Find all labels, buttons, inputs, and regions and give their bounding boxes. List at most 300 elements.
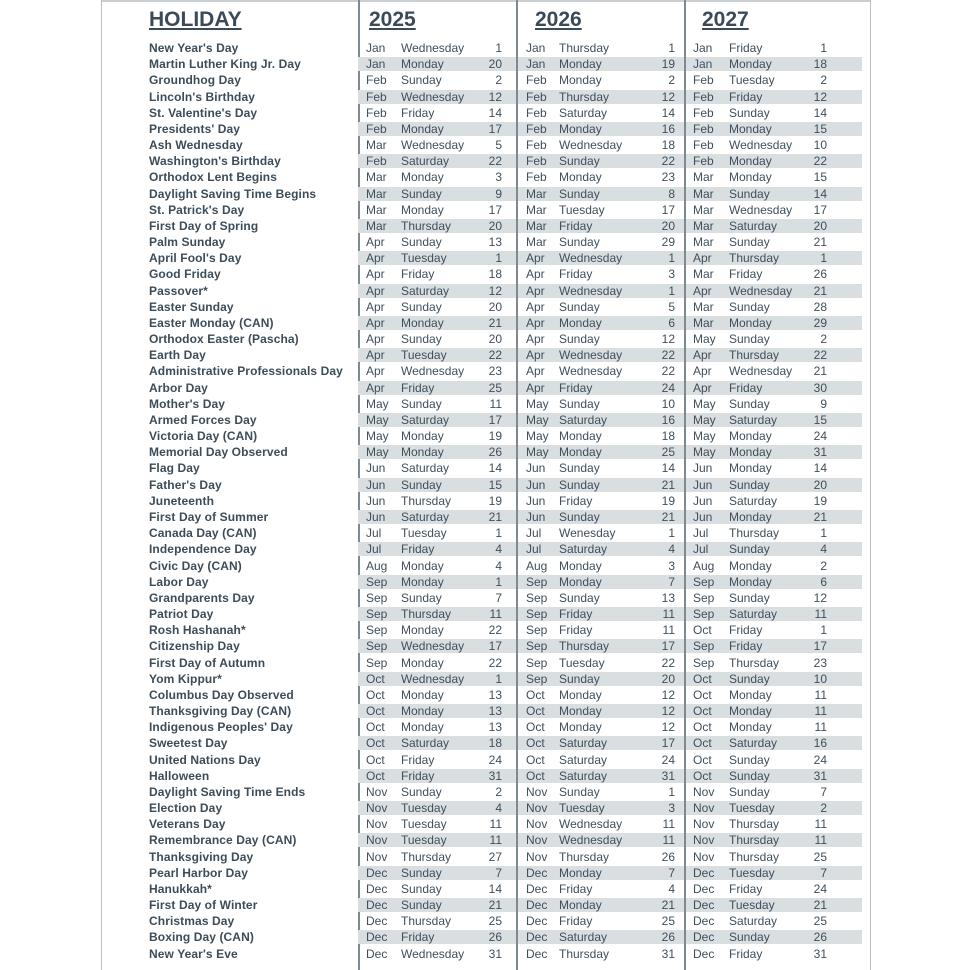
weekday-2026: Saturday [559,768,608,783]
holiday-name: Veterans Day [149,817,226,832]
holiday-name: Presidents' Day [149,121,241,136]
weekday-2027: Friday [729,380,763,395]
day-number-2027: 2 [820,801,827,816]
month-2026: Sep [526,574,548,589]
month-2026: Apr [526,283,545,298]
holiday-name: Arbor Day [149,380,208,395]
day-number-2026: 7 [668,865,675,880]
day-number-2025: 21 [488,315,502,330]
weekday-2027: Friday [729,946,763,961]
holiday-name: Hanukkah* [149,881,212,896]
table-row [102,315,870,331]
month-2026: Sep [526,590,548,605]
day-number-2027: 2 [820,73,827,88]
month-2027: Nov [693,817,715,832]
weekday-2026: Sunday [559,332,600,347]
weekday-2027: Monday [729,154,772,169]
day-number-2025: 9 [495,186,502,201]
holiday-name: Halloween [149,768,210,783]
day-number-2027: 11 [814,704,827,719]
weekday-2027: Sunday [729,671,770,686]
holiday-name: Administrative Professionals Day [149,364,343,379]
month-2027: Sep [693,590,715,605]
day-number-2025: 19 [488,429,502,444]
weekday-2027: Friday [729,41,763,55]
day-number-2027: 11 [814,817,827,832]
day-number-2026: 11 [662,607,675,622]
day-number-2027: 9 [820,396,827,411]
weekday-2025: Sunday [401,590,442,605]
weekday-2027: Monday [729,315,772,330]
month-2027: Oct [693,687,712,702]
month-2026: Sep [526,623,548,638]
weekday-2027: Thursday [729,833,780,848]
day-number-2026: 22 [661,364,675,379]
holiday-name: Sweetest Day [149,736,228,751]
month-2027: Feb [693,121,714,136]
day-number-2027: 21 [813,509,827,524]
holiday-table [102,40,870,962]
weekday-2025: Wednesday [401,138,465,153]
month-2027: Mar [693,315,714,330]
holiday-name: Memorial Day Observed [149,445,288,460]
weekday-2026: Saturday [559,105,608,120]
weekday-2026: Monday [559,558,602,573]
day-number-2026: 16 [661,121,675,136]
holiday-name: Armed Forces Day [149,412,257,427]
weekday-2025: Friday [401,542,435,557]
day-number-2025: 17 [488,121,502,136]
holiday-name: First Day of Winter [149,898,258,913]
weekday-2027: Wednesday [729,283,793,298]
table-row [102,363,870,379]
weekday-2025: Monday [401,720,444,735]
month-2026: Jan [526,57,546,72]
day-number-2025: 2 [495,784,502,799]
day-number-2025: 20 [488,57,502,72]
weekday-2025: Monday [401,445,444,460]
month-2025: Feb [366,105,387,120]
weekday-2025: Monday [401,687,444,702]
weekday-2026: Wednesday [559,364,623,379]
day-number-2027: 21 [813,898,827,913]
month-2025: Jun [366,461,386,476]
day-number-2026: 17 [661,639,675,654]
day-number-2027: 20 [813,218,827,233]
weekday-2025: Sunday [401,784,442,799]
month-2027: Oct [693,768,712,783]
day-number-2027: 1 [820,526,827,541]
day-number-2026: 3 [668,558,675,573]
weekday-2026: Thursday [559,41,610,55]
day-number-2026: 1 [668,784,675,799]
day-number-2025: 18 [488,736,502,751]
month-2025: Feb [366,73,387,88]
day-number-2025: 13 [488,720,502,735]
month-2025: Aug [366,558,388,573]
day-number-2026: 18 [661,429,675,444]
table-row [102,121,870,137]
day-number-2027: 2 [820,332,827,347]
table-row [102,493,870,509]
weekday-2027: Sunday [729,477,770,492]
month-2027: Nov [693,833,715,848]
day-number-2027: 19 [813,493,827,508]
row-shading [686,542,862,556]
table-row [102,816,870,832]
table-row [102,525,870,541]
weekday-2026: Monday [559,445,602,460]
month-2025: Nov [366,849,388,864]
table-row [102,331,870,347]
month-2026: Oct [526,687,545,702]
weekday-2025: Friday [401,752,435,767]
month-2025: Jun [366,477,386,492]
month-2027: May [693,332,716,347]
table-row [102,832,870,848]
day-number-2027: 24 [813,881,827,896]
weekday-2026: Wednesday [559,251,623,266]
weekday-2025: Monday [401,558,444,573]
month-2025: Mar [366,186,387,201]
month-2026: Oct [526,752,545,767]
month-2026: Feb [526,121,547,136]
holiday-name: Citizenship Day [149,639,240,654]
month-2027: May [693,445,716,460]
month-2027: Sep [693,655,715,670]
day-number-2027: 15 [813,121,827,136]
month-2025: Oct [366,687,385,702]
month-2027: Aug [693,558,715,573]
month-2026: Oct [526,768,545,783]
weekday-2026: Friday [559,218,593,233]
day-number-2027: 25 [813,849,827,864]
month-2025: Apr [366,251,385,266]
weekday-2026: Friday [559,607,593,622]
day-number-2027: 7 [820,865,827,880]
weekday-2027: Monday [729,509,772,524]
weekday-2026: Friday [559,493,593,508]
weekday-2027: Wednesday [729,202,793,217]
weekday-2027: Tuesday [729,865,775,880]
day-number-2026: 17 [661,736,675,751]
weekday-2026: Monday [559,315,602,330]
weekday-2026: Saturday [559,930,608,945]
table-row [102,946,870,962]
table-row [102,913,870,929]
weekday-2027: Sunday [729,299,770,314]
weekday-2026: Monday [559,57,602,72]
month-2025: Jan [366,41,386,55]
month-2027: Jun [693,493,713,508]
month-2027: Oct [693,671,712,686]
month-2027: Feb [693,89,714,104]
month-2027: Dec [693,914,715,929]
weekday-2027: Thursday [729,655,780,670]
holiday-name: Groundhog Day [149,73,241,88]
month-2026: Jul [526,542,542,557]
weekday-2026: Friday [559,623,593,638]
table-row [102,56,870,72]
day-number-2027: 10 [813,671,827,686]
month-2026: May [526,429,549,444]
month-2026: May [526,412,549,427]
month-2025: Jun [366,493,386,508]
weekday-2025: Wednesday [401,671,465,686]
table-row [102,590,870,606]
table-row [102,380,870,396]
weekday-2027: Tuesday [729,898,775,913]
month-2025: Dec [366,881,388,896]
weekday-2025: Saturday [401,412,450,427]
day-number-2026: 13 [661,590,675,605]
weekday-2027: Monday [729,429,772,444]
weekday-2027: Monday [729,57,772,72]
weekday-2027: Thursday [729,849,780,864]
holiday-name: Rosh Hashanah* [149,623,246,638]
weekday-2025: Saturday [401,736,450,751]
weekday-2025: Friday [401,267,435,282]
day-number-2027: 1 [820,251,827,266]
weekday-2026: Monday [559,704,602,719]
weekday-2025: Tuesday [401,251,447,266]
day-number-2025: 25 [488,380,502,395]
month-2027: Dec [693,946,715,961]
weekday-2026: Monday [559,429,602,444]
day-number-2026: 1 [668,41,675,55]
month-2025: Dec [366,930,388,945]
weekday-2025: Sunday [401,299,442,314]
table-row [102,800,870,816]
day-number-2026: 24 [661,380,675,395]
month-2027: Dec [693,898,715,913]
month-2027: Oct [693,736,712,751]
weekday-2025: Sunday [401,477,442,492]
table-row [102,299,870,315]
month-2025: Feb [366,89,387,104]
holiday-name: United Nations Day [149,752,261,767]
table-row [102,638,870,654]
day-number-2025: 20 [488,299,502,314]
day-number-2026: 3 [668,267,675,282]
holiday-name: Patriot Day [149,607,214,622]
month-2025: Oct [366,752,385,767]
day-number-2025: 21 [488,898,502,913]
weekday-2026: Sunday [559,461,600,476]
weekday-2027: Thursday [729,251,780,266]
day-number-2025: 11 [489,396,502,411]
weekday-2026: Friday [559,881,593,896]
weekday-2025: Tuesday [401,526,447,541]
weekday-2027: Monday [729,445,772,460]
month-2027: Feb [693,154,714,169]
weekday-2027: Monday [729,687,772,702]
weekday-2025: Sunday [401,332,442,347]
month-2026: Jan [526,41,546,55]
weekday-2026: Sunday [559,590,600,605]
day-number-2025: 13 [488,687,502,702]
weekday-2026: Sunday [559,186,600,201]
month-2025: Dec [366,865,388,880]
table-row [102,897,870,913]
weekday-2025: Sunday [401,865,442,880]
table-row [102,881,870,897]
table-row [102,752,870,768]
weekday-2027: Sunday [729,752,770,767]
table-row [102,735,870,751]
weekday-2026: Thursday [559,849,610,864]
weekday-2026: Friday [559,914,593,929]
day-number-2026: 22 [661,348,675,363]
holiday-name: Yom Kippur* [149,671,222,686]
table-row [102,768,870,784]
month-2027: May [693,429,716,444]
table-row [102,687,870,703]
month-2026: Mar [526,186,547,201]
day-number-2026: 22 [661,655,675,670]
day-number-2027: 15 [813,170,827,185]
month-2026: Apr [526,315,545,330]
day-number-2025: 1 [495,526,502,541]
month-2027: Nov [693,784,715,799]
table-row [102,283,870,299]
weekday-2026: Sunday [559,396,600,411]
month-2026: Jun [526,461,546,476]
month-2026: Apr [526,251,545,266]
month-2026: Nov [526,784,548,799]
table-row [102,40,870,56]
holiday-name: New Year's Day [149,41,239,55]
weekday-2025: Thursday [401,218,452,233]
day-number-2027: 20 [813,477,827,492]
month-2026: Dec [526,881,548,896]
day-number-2027: 22 [813,348,827,363]
month-2027: Sep [693,639,715,654]
weekday-2025: Thursday [401,914,452,929]
month-2025: May [366,412,389,427]
table-row [102,929,870,945]
weekday-2026: Saturday [559,752,608,767]
day-number-2026: 1 [668,526,675,541]
row-shading [686,478,862,492]
day-number-2026: 12 [661,332,675,347]
month-2027: Oct [693,623,712,638]
day-number-2027: 17 [813,639,827,654]
day-number-2027: 31 [813,768,827,783]
day-number-2027: 26 [813,267,827,282]
day-number-2027: 29 [813,315,827,330]
holiday-name: Election Day [149,801,223,816]
day-number-2025: 11 [489,817,502,832]
weekday-2027: Saturday [729,218,778,233]
holiday-name: Columbus Day Observed [149,687,294,702]
weekday-2027: Saturday [729,412,778,427]
holiday-name: Passover* [149,283,208,298]
day-number-2026: 21 [661,477,675,492]
weekday-2027: Wednesday [729,138,793,153]
holiday-name: First Day of Spring [149,218,259,233]
weekday-2026: Monday [559,170,602,185]
day-number-2025: 20 [488,332,502,347]
month-2026: Feb [526,170,547,185]
weekday-2025: Monday [401,170,444,185]
day-number-2027: 21 [813,235,827,250]
month-2027: Feb [693,73,714,88]
table-row [102,671,870,687]
holiday-calendar-sheet [101,0,871,970]
table-row [102,784,870,800]
day-number-2026: 26 [661,849,675,864]
month-2026: Feb [526,138,547,153]
month-2026: Feb [526,89,547,104]
month-2027: Jan [693,57,713,72]
weekday-2026: Sunday [559,477,600,492]
weekday-2027: Monday [729,461,772,476]
weekday-2025: Sunday [401,73,442,88]
weekday-2025: Sunday [401,186,442,201]
table-row [102,460,870,476]
weekday-2026: Tuesday [559,202,605,217]
month-2025: Apr [366,267,385,282]
month-2025: May [366,445,389,460]
day-number-2025: 26 [488,930,502,945]
month-2025: Feb [366,121,387,136]
day-number-2025: 1 [495,41,502,55]
day-number-2025: 4 [495,558,502,573]
day-number-2025: 26 [488,445,502,460]
month-2027: Sep [693,607,715,622]
month-2027: Dec [693,881,715,896]
day-number-2025: 4 [495,542,502,557]
holiday-name: Lincoln's Birthday [149,89,255,104]
month-2027: Mar [693,186,714,201]
weekday-2026: Monday [559,574,602,589]
table-row [102,234,870,250]
weekday-2026: Sunday [559,671,600,686]
day-number-2025: 31 [488,768,502,783]
month-2027: May [693,396,716,411]
holiday-name: Father's Day [149,477,222,492]
row-shading [686,704,862,718]
day-number-2027: 23 [813,655,827,670]
day-number-2025: 12 [488,283,502,298]
holiday-name: Easter Sunday [149,299,234,314]
table-row [102,541,870,557]
weekday-2027: Thursday [729,817,780,832]
day-number-2027: 21 [813,364,827,379]
month-2026: Feb [526,73,547,88]
day-number-2025: 7 [495,865,502,880]
weekday-2027: Sunday [729,784,770,799]
holiday-name: Washington's Birthday [149,154,281,169]
day-number-2027: 30 [813,380,827,395]
month-2025: Apr [366,235,385,250]
weekday-2026: Monday [559,121,602,136]
weekday-2025: Monday [401,704,444,719]
weekday-2025: Wednesday [401,639,465,654]
weekday-2027: Saturday [729,914,778,929]
weekday-2026: Monday [559,73,602,88]
table-row [102,703,870,719]
table-row [102,412,870,428]
month-2027: Apr [693,251,712,266]
weekday-2027: Saturday [729,493,778,508]
weekday-2027: Sunday [729,186,770,201]
day-number-2026: 1 [668,251,675,266]
day-number-2027: 11 [814,687,827,702]
month-2026: Apr [526,380,545,395]
month-2026: Apr [526,348,545,363]
